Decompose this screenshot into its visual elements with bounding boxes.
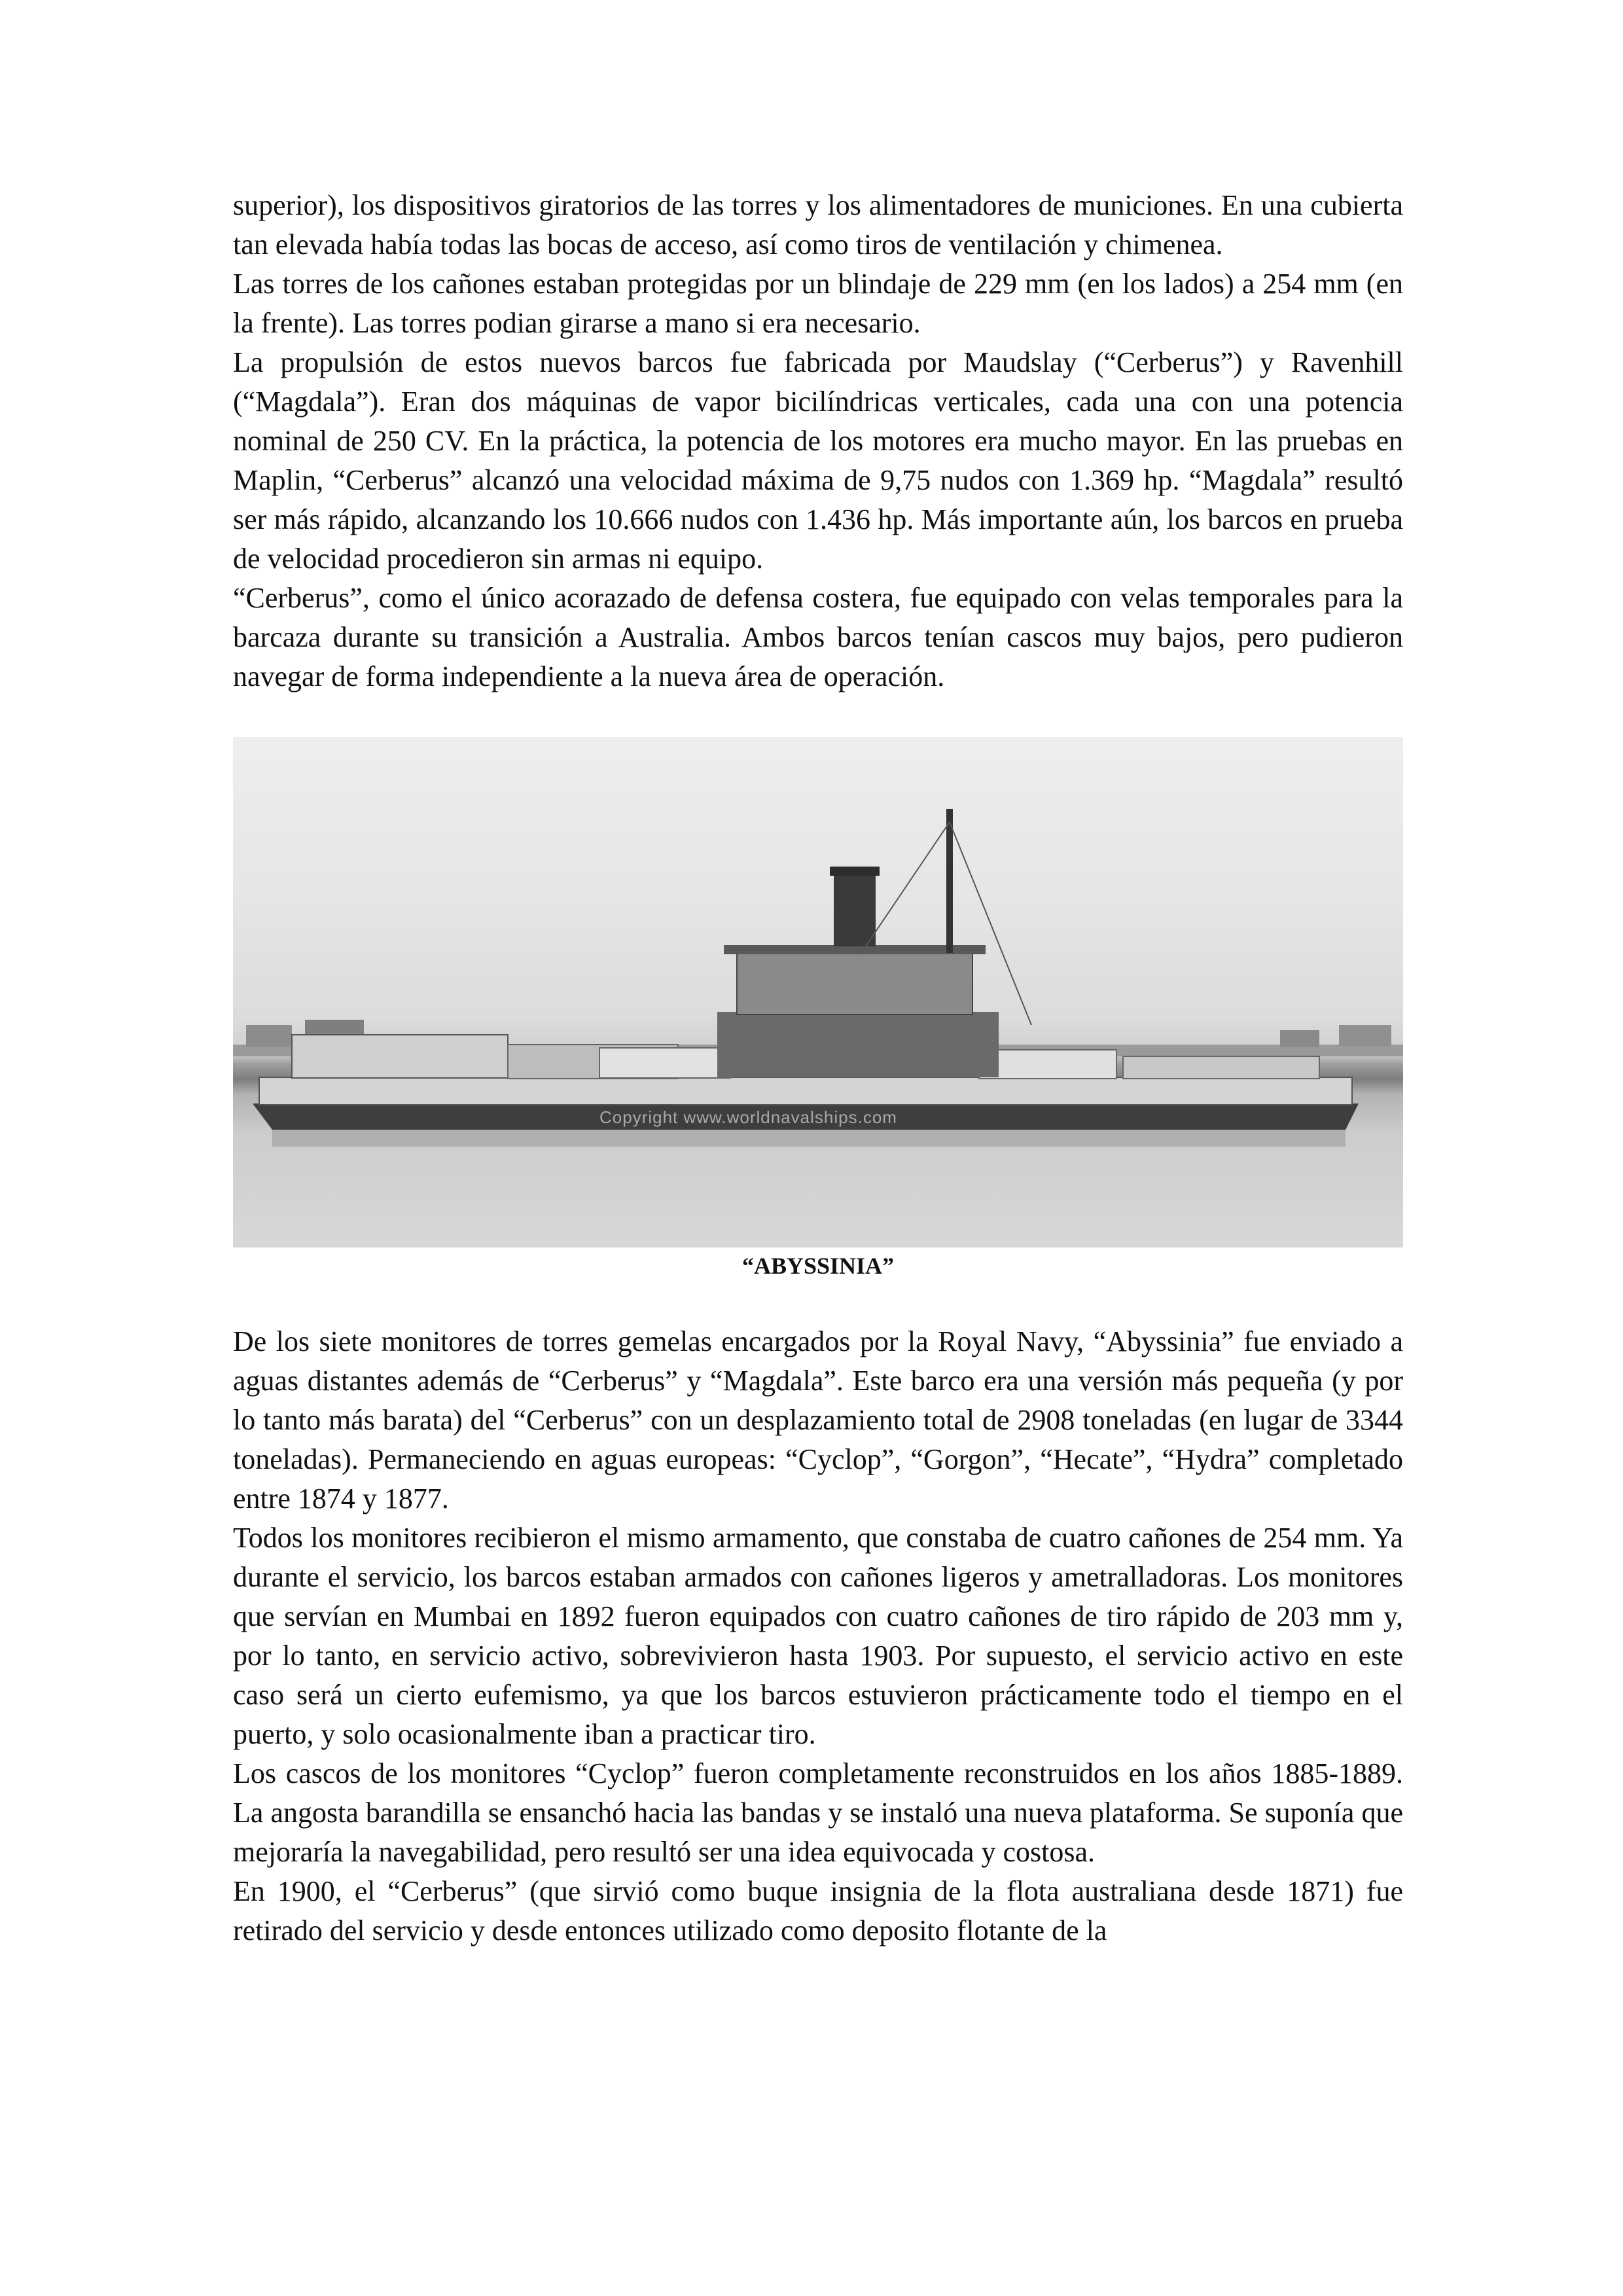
paragraph: superior), los dispositivos giratorios de las torres y los alimentadores de municiones. En una cubierta tan elevada había todas las bocas de acceso, así como tiros de ventilación y chimenea.	[233, 189, 1403, 260]
ship-photo	[233, 737, 1403, 1247]
paragraph: Las torres de los cañones estaban protegidas por un blindaje de 229 mm (en los lados) a 254 mm (en la frente). Las torres podian girarse a mano si era necesario.	[233, 268, 1403, 339]
paragraph: En 1900, el “Cerberus” (que sirvió como buque insignia de la flota australiana desde 1871) fue retirado del servicio y desde entonces utilizado como deposito flotante de la	[233, 1875, 1403, 1946]
paragraph: Todos los monitores recibieron el mismo armamento, que constaba de cuatro cañones de 254 mm. Ya durante el servicio, los barcos estaban armados con cañones ligeros y ametralladoras. Los monitores que servían en Mumbai en 1892 fueron equipados con cuatro cañones de tiro rápido de 203 mm y, por lo tanto, en servicio activo, sobrevivieron hasta 1903. Por supuesto, el servicio activo en este caso será un cierto eufemismo, ya que los barcos estuvieron prácticamente todo el tiempo en el puerto, y solo ocasionalmente iban a practicar tiro.	[233, 1522, 1403, 1750]
photo-watermark: Copyright www.worldnavalships.com	[599, 1107, 897, 1127]
paragraph: Los cascos de los monitores “Cyclop” fueron completamente reconstruidos en los años 1885-1889. La angosta barandilla se ensanchó hacia las bandas y se instaló una nueva plataforma. Se suponía que mejoraría la navegabilidad, pero resultó ser una idea equivocada y costosa.	[233, 1757, 1403, 1868]
document-page	[233, 186, 1403, 1950]
photo-caption: “ABYSSINIA”	[741, 1253, 895, 1279]
paragraph: La propulsión de estos nuevos barcos fue fabricada por Maudslay (“Cerberus”) y Ravenhill (“Magdala”). Eran dos máquinas de vapor bicilíndricas verticales, cada una con una potencia nominal de 250 CV. En la práctica, la potencia de los motores era mucho mayor. En las pruebas en Maplin, “Cerberus” alcanzó una velocidad máxima de 9,75 nudos con 1.369 hp. “Magdala” resultó ser más rápido, alcanzando los 10.666 nudos con 1.436 hp. Más importante aún, los barcos en prueba de velocidad procedieron sin armas ni equipo.	[233, 346, 1403, 575]
paragraph: “Cerberus”, como el único acorazado de defensa costera, fue equipado con velas temporales para la barcaza durante su transición a Australia. Ambos barcos tenían cascos muy bajos, pero pudieron navegar de forma independiente a la nueva área de operación.	[233, 582, 1403, 692]
paragraph: De los siete monitores de torres gemelas encargados por la Royal Navy, “Abyssinia” fue enviado a aguas distantes además de “Cerberus” y “Magdala”. Este barco era una versión más pequeña (y por lo tanto más barata) del “Cerberus” con un desplazamiento total de 2908 toneladas (en lugar de 3344 toneladas). Permaneciendo en aguas europeas: “Cyclop”, “Gorgon”, “Hecate”, “Hydra” completado entre 1874 y 1877.	[233, 1325, 1403, 1515]
monitor-ship-illustration	[233, 737, 1403, 1247]
